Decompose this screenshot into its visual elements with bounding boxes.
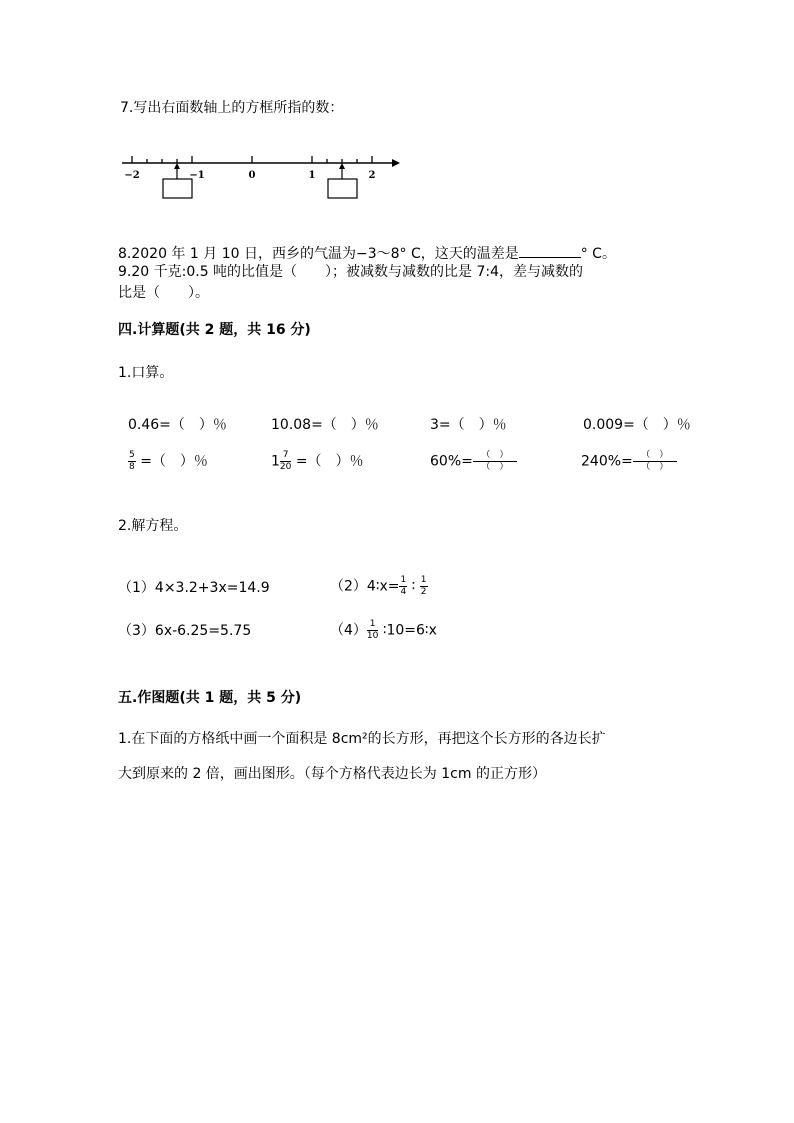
oral-calc-r2c4 [581, 451, 677, 472]
tick-label-1: 1 [308, 170, 316, 181]
q8-text-after: ° C。 [580, 246, 616, 262]
section4-p2-title: 2.解方程。 [118, 518, 188, 534]
q9-line1: 9.20 千克:0.5 吨的比值是（ ）；被减数与减数的比是 7:4，差与减数的 [118, 264, 584, 280]
tick-label-neg1: −1 [189, 170, 205, 181]
oral-calc-r2c3-lhs: 60%= [430, 453, 473, 470]
right-arrowhead [339, 163, 345, 169]
answer-box-left[interactable] [163, 179, 192, 198]
oral-calc-r2c2-rest: =（ ）％ [295, 453, 364, 470]
section4-p1-title: 1.口算。 [118, 365, 174, 381]
fraction-blank-60[interactable]: $\frac{( )}{( )}$ [473, 451, 517, 472]
equation-4 [330, 620, 437, 641]
q8-text-before: 8.2020 年 1 月 10 日，西乡的气温为−3～8° C，这天的温差是 [118, 246, 519, 262]
number-line-arrowhead [392, 159, 400, 167]
fraction-blank-240[interactable]: $\frac{( )}{( )}$ [633, 451, 677, 472]
fraction-5-8: $\frac{5}{8}$ [129, 450, 135, 472]
q9-line2: 比是（ ）。 [118, 285, 209, 301]
equation-1: （1）4×3.2+3x=14.9 [118, 580, 270, 596]
oral-calc-r2c4-lhs: 240%= [581, 453, 633, 470]
section5-title: 五.作图题(共 1 题，共 5 分) [118, 690, 302, 706]
oral-calc-r1c4: 0.009=（ ）％ [583, 417, 691, 433]
q8-answer-blank[interactable] [519, 245, 581, 258]
number-line-ticks [132, 156, 372, 163]
oral-calc-r2c2 [271, 451, 364, 472]
section4-title: 四.计算题(共 2 题，共 16 分) [118, 322, 311, 338]
answer-box-right[interactable] [328, 179, 357, 198]
left-arrowhead [174, 163, 180, 169]
equation-2-ratio-sign: ∶ [411, 578, 416, 595]
tick-label-2: 2 [368, 170, 376, 181]
oral-calc-r1c2: 10.08=（ ）％ [271, 417, 379, 433]
q8-text [118, 245, 616, 261]
equation-2-before: （2）4∶x= [330, 578, 400, 595]
oral-calc-r2c1 [128, 451, 208, 472]
equation-3: （3）6x-6.25=5.75 [118, 623, 252, 639]
oral-calc-r1c3: 3=（ ）％ [430, 417, 507, 433]
mixed-number-whole: 1 [271, 453, 280, 470]
q7-text: 7.写出右面数轴上的方框所指的数： [120, 100, 344, 116]
fraction-1-10: $\frac{1}{10}$ [366, 619, 379, 641]
fraction-7-20: $\frac{7}{20}$ [279, 450, 292, 472]
section5-p1-line1: 1.在下面的方格纸中画一个面积是 8cm²的长方形，再把这个长方形的各边长扩 [118, 731, 606, 747]
oral-calc-r2c3 [430, 451, 517, 472]
oral-calc-r2c1-rest: =（ ）％ [140, 453, 208, 470]
tick-label-neg2: −2 [124, 170, 140, 181]
fraction-1-4: $\frac{1}{4}$ [400, 575, 407, 597]
fraction-1-2: $\frac{1}{2}$ [420, 575, 427, 597]
section5-p1-line2: 大到原来的 2 倍，画出图形。（每个方格代表边长为 1cm 的正方形） [118, 766, 546, 782]
oral-calc-r1c1: 0.46=（ ）％ [128, 417, 227, 433]
equation-4-before: （4） [330, 622, 367, 639]
equation-2 [330, 576, 428, 597]
equation-4-after: ∶10=6∶x [382, 622, 437, 639]
tick-label-0: 0 [248, 170, 256, 181]
number-line-figure [120, 148, 410, 203]
